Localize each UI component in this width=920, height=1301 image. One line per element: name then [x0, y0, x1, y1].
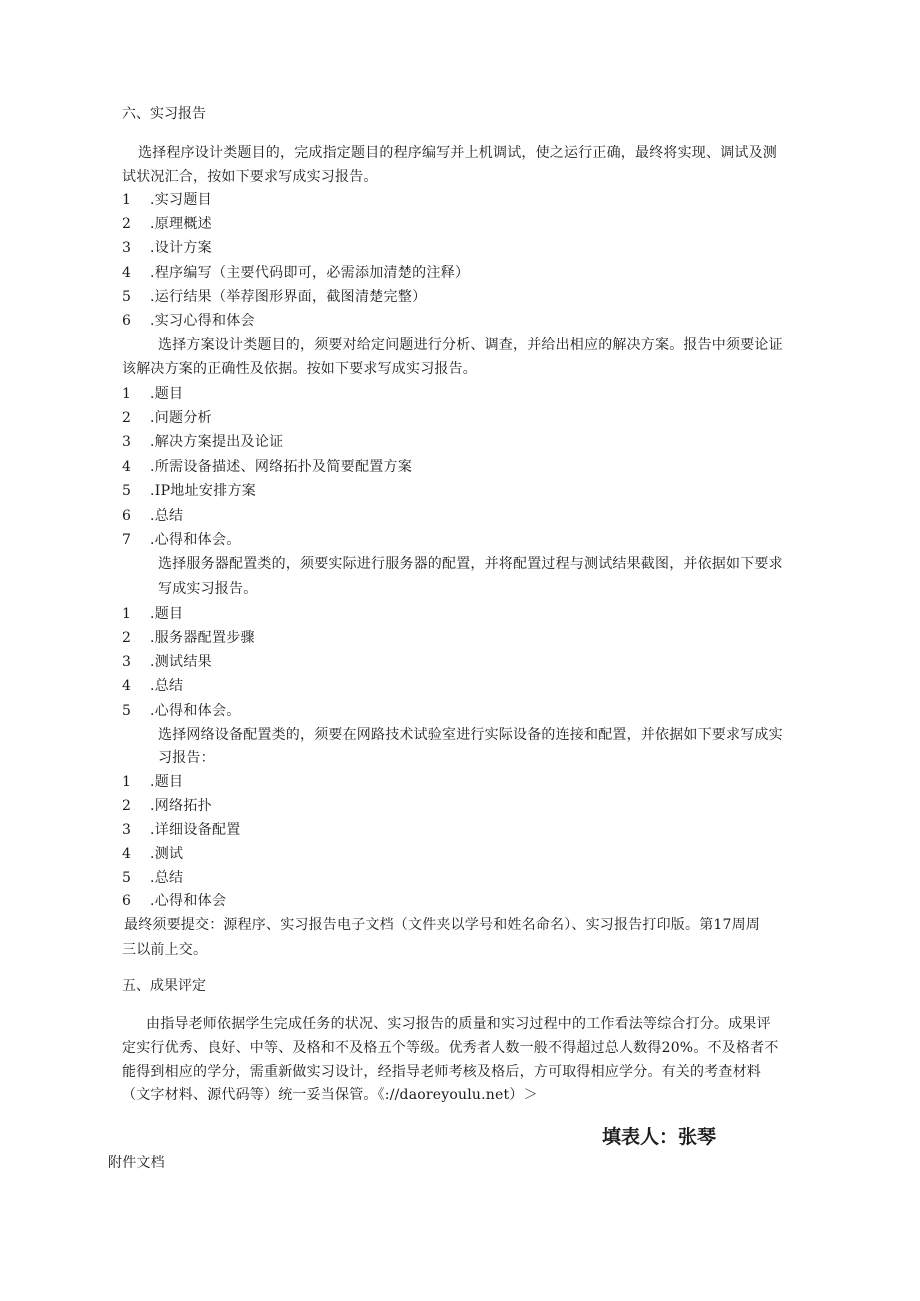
- network-intro-line-1: 选择网络设备配置类的，须要在网路技术试验室进行实际设备的连接和配置，并依据如下要求写成实: [158, 727, 783, 743]
- submit-note-line-1: 最终须要提交：源程序、实习报告电子文档（文件夹以学号和姓名命名）、实习报告打印版。第17周周: [124, 917, 761, 933]
- list-item: 5 .运行结果（举荐图形界面，截图清楚完整）: [122, 289, 427, 305]
- list-item: 1 .题目: [122, 386, 184, 402]
- evaluation-line-1: 由指导老师依据学生完成任务的状况、实习报告的质量和实习过程中的工作看法等综合打分。成果评: [146, 1016, 771, 1032]
- list-item: 3 .详细设备配置: [122, 822, 241, 838]
- list-item: 1 .题目: [122, 774, 184, 790]
- list-item: 5 .总结: [122, 870, 184, 886]
- program-intro-line-2: 试状况汇合，按如下要求写成实习报告。: [122, 169, 378, 185]
- section-five-title: 五、成果评定: [122, 978, 206, 994]
- solution-intro-line-2: 该解决方案的正确性及依据。按如下要求写成实习报告。: [122, 361, 477, 377]
- list-item: 4 .程序编写（主要代码即可，必需添加清楚的注释）: [122, 265, 470, 281]
- list-item: 7 .心得和体会。: [122, 532, 241, 548]
- program-intro-line-1: 选择程序设计类题目的，完成指定题目的程序编写并上机调试，使之运行正确，最终将实现、调试及测: [138, 145, 777, 161]
- list-item: 4 .测试: [122, 846, 184, 862]
- list-item: 5 .IP地址安排方案: [122, 483, 257, 499]
- list-item: 6 .总结: [122, 508, 184, 524]
- list-item: 4 .总结: [122, 678, 184, 694]
- server-intro-line-1: 选择服务器配置类的，须要实际进行服务器的配置，并将配置过程与测试结果截图，并依据如下要求: [158, 556, 783, 572]
- submit-note-line-2: 三以前上交。: [122, 942, 208, 958]
- footer-attachment-label: 附件文档: [108, 1155, 165, 1171]
- list-item: 6 .心得和体会: [122, 893, 227, 909]
- list-item: 3 .设计方案: [122, 240, 212, 256]
- list-item: 2 .网络拓扑: [122, 798, 212, 814]
- evaluation-line-4: （文字材料、源代码等）统一妥当保管。《://daoreyoulu.net）＞: [122, 1087, 538, 1103]
- list-item: 4 .所需设备描述、网络拓扑及简要配置方案: [122, 459, 413, 475]
- list-item: 2 .问题分析: [122, 410, 212, 426]
- solution-intro-line-1: 选择方案设计类题目的，须要对给定问题进行分析、调查，并给出相应的解决方案。报告中须要论证: [158, 337, 783, 353]
- list-item: 1 .实习题目: [122, 192, 212, 208]
- server-intro-line-2: 写成实习报告。: [158, 581, 258, 597]
- list-item: 2 .服务器配置步骤: [122, 630, 255, 646]
- section-six-title: 六、实习报告: [122, 106, 206, 122]
- list-item: 3 .解决方案提出及论证: [122, 434, 284, 450]
- list-item: 3 .测试结果: [122, 654, 212, 670]
- list-item: 1 .题目: [122, 606, 184, 622]
- list-item: 5 .心得和体会。: [122, 703, 241, 719]
- list-item: 6 .实习心得和体会: [122, 313, 255, 329]
- evaluation-line-2: 定实行优秀、良好、中等、及格和不及格五个等级。优秀者人数一般不得超过总人数得20%。不及格者不: [122, 1040, 779, 1056]
- form-filler-signature: 填表人：张琴: [602, 1126, 717, 1148]
- network-intro-line-2: 习报告：: [158, 750, 215, 766]
- list-item: 2 .原理概述: [122, 216, 212, 232]
- evaluation-line-3: 能得到相应的学分，需重新做实习设计，经指导老师考核及格后，方可取得相应学分。有关的考查材料: [122, 1064, 761, 1080]
